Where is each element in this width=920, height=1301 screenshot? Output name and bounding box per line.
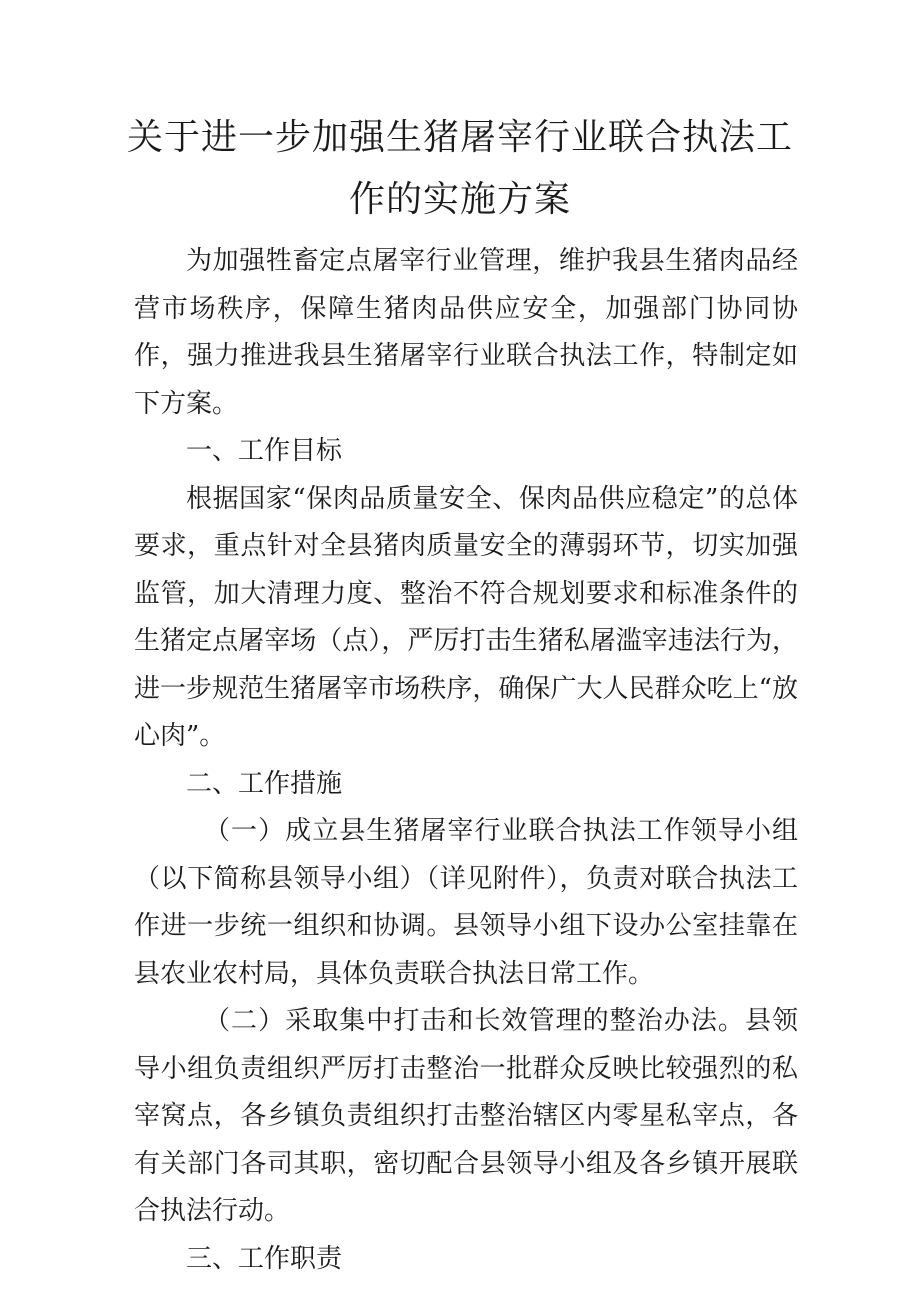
document-title-line1: 关于进一步加强生猪屠宰行业联合执法工 xyxy=(126,117,793,158)
measure-paragraph-1: （一）成立县生猪屠宰行业联合执法工作领导小组（以下简称县领导小组）（详见附件），负责对联合执法工作进一步统一组织和协调。县领导小组下设办公室挂靠在县农业农村局，具体负责联合执法日常工作。 xyxy=(134,816,798,989)
section-heading-goals: 一、工作目标 xyxy=(186,436,343,466)
document-title-line2: 作的实施方案 xyxy=(348,179,571,220)
measure-paragraph-2: （二）采取集中打击和长效管理的整治办法。县领导小组负责组织严厉打击整治一批群众反映比较强烈的私宰窝点，各乡镇负责组织打击整治辖区内零星私宰点，各有关部门各司其职，密切配合县领导小组及各乡镇开展联合执法行动。 xyxy=(134,1006,798,1226)
document-body xyxy=(134,238,798,1283)
section-heading-duties: 三、工作职责 xyxy=(186,1243,343,1274)
intro-paragraph: 为加强牲畜定点屠宰行业管理，维护我县生猪肉品经营市场秩序，保障生猪肉品供应安全，加强部门协同协作，强力推进我县生猪屠宰行业联合执法工作，特制定如下方案。 xyxy=(134,246,798,419)
goals-paragraph: 根据国家“保肉品质量安全、保肉品供应稳定”的总体要求，重点针对全县猪肉质量安全的薄弱环节，切实加强监管，加大清理力度、整治不符合规划要求和标准条件的生猪定点屠宰场（点），严厉打击生猪私屠滥宰违法行为，进一步规范生猪屠宰市场秩序，确保广大人民群众吃上“放心肉”。 xyxy=(134,483,798,751)
section-heading-measures: 二、工作措施 xyxy=(186,768,343,799)
